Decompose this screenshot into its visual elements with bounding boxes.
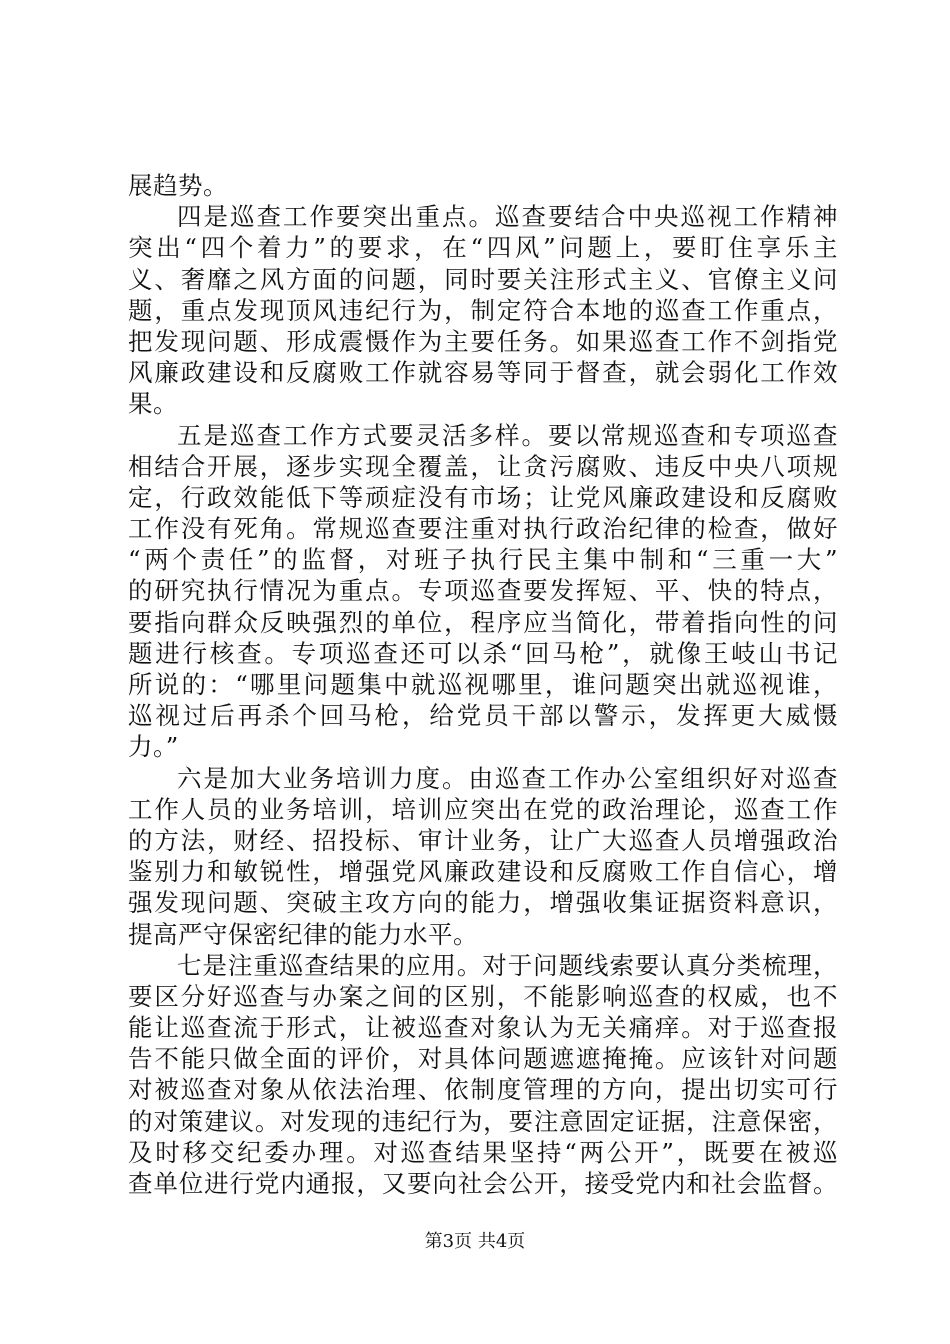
- text-line: 强发现问题、突破主攻方向的能力，增强收集证据资料意识，: [128, 888, 838, 918]
- text-line: 要区分好巡查与办案之间的区别，不能影响巡查的权威，也不: [128, 981, 838, 1011]
- page-footer: 第3页 共4页: [424, 1231, 526, 1252]
- text-line: 告不能只做全面的评价，对具体问题遮遮掩掩。应该针对问题: [128, 1044, 838, 1074]
- text-line: 的对策建议。对发现的违纪行为，要注意固定证据，注意保密，: [128, 1106, 838, 1136]
- text-line: 的方法，财经、招投标、审计业务，让广大巡查人员增强政治: [128, 825, 838, 855]
- text-line: 的研究执行情况为重点。专项巡查要发挥短、平、快的特点，: [128, 576, 838, 606]
- text-line: 风廉政建设和反腐败工作就容易等同于督查，就会弱化工作效: [128, 358, 838, 388]
- text-line: 要指向群众反映强烈的单位，程序应当简化，带着指向性的问: [128, 607, 838, 637]
- text-line: 把发现问题、形成震慑作为主要任务。如果巡查工作不剑指党: [128, 326, 838, 356]
- text-line: 相结合开展，逐步实现全覆盖，让贪污腐败、违反中央八项规: [128, 451, 838, 481]
- text-line: 突出“四个着力”的要求，在“四风”问题上，要盯住享乐主: [128, 233, 838, 263]
- text-line: 六是加大业务培训力度。由巡查工作办公室组织好对巡查: [177, 763, 838, 793]
- text-line: 鉴别力和敏锐性，增强党风廉政建设和反腐败工作自信心，增: [128, 857, 838, 887]
- document-body: [128, 170, 838, 1199]
- text-line: 题，重点发现顶风违纪行为，制定符合本地的巡查工作重点，: [128, 295, 838, 325]
- text-line: 果。: [128, 389, 178, 419]
- text-line: 所说的：“哪里问题集中就巡视哪里，谁问题突出就巡视谁，: [128, 670, 838, 699]
- text-line: 工作人员的业务培训，培训应突出在党的政治理论，巡查工作: [128, 794, 838, 824]
- text-line: 七是注重巡查结果的应用。对于问题线索要认真分类梳理，: [177, 950, 838, 980]
- text-line: 工作没有死角。常规巡查要注重对执行政治纪律的检查，做好: [128, 514, 838, 544]
- text-line: “两个责任”的监督，对班子执行民主集中制和“三重一大”: [128, 545, 838, 575]
- text-line: 题进行核查。专项巡查还可以杀“回马枪”，就像王岐山书记: [128, 638, 838, 668]
- text-line: 五是巡查工作方式要灵活多样。要以常规巡查和专项巡查: [177, 420, 838, 450]
- text-line: 展趋势。: [128, 171, 228, 200]
- text-line: 力。”: [128, 732, 179, 762]
- text-line: 定，行政效能低下等顽症没有市场；让党风廉政建设和反腐败: [128, 482, 838, 512]
- text-line: 四是巡查工作要突出重点。巡查要结合中央巡视工作精神: [177, 202, 838, 232]
- text-line: 巡视过后再杀个回马枪，给党员干部以警示，发挥更大威慑: [128, 701, 838, 731]
- text-line: 对被巡查对象从依法治理、依制度管理的方向，提出切实可行: [128, 1075, 838, 1105]
- text-line: 及时移交纪委办理。对巡查结果坚持“两公开”，既要在被巡: [128, 1137, 838, 1167]
- text-line: 能让巡查流于形式，让被巡查对象认为无关痛痒。对于巡查报: [128, 1013, 838, 1043]
- text-line: 义、奢靡之风方面的问题，同时要关注形式主义、官僚主义问: [128, 264, 838, 294]
- text-line: 提高严守保密纪律的能力水平。: [128, 919, 478, 949]
- text-line: 查单位进行党内通报，又要向社会公开，接受党内和社会监督。: [128, 1169, 838, 1198]
